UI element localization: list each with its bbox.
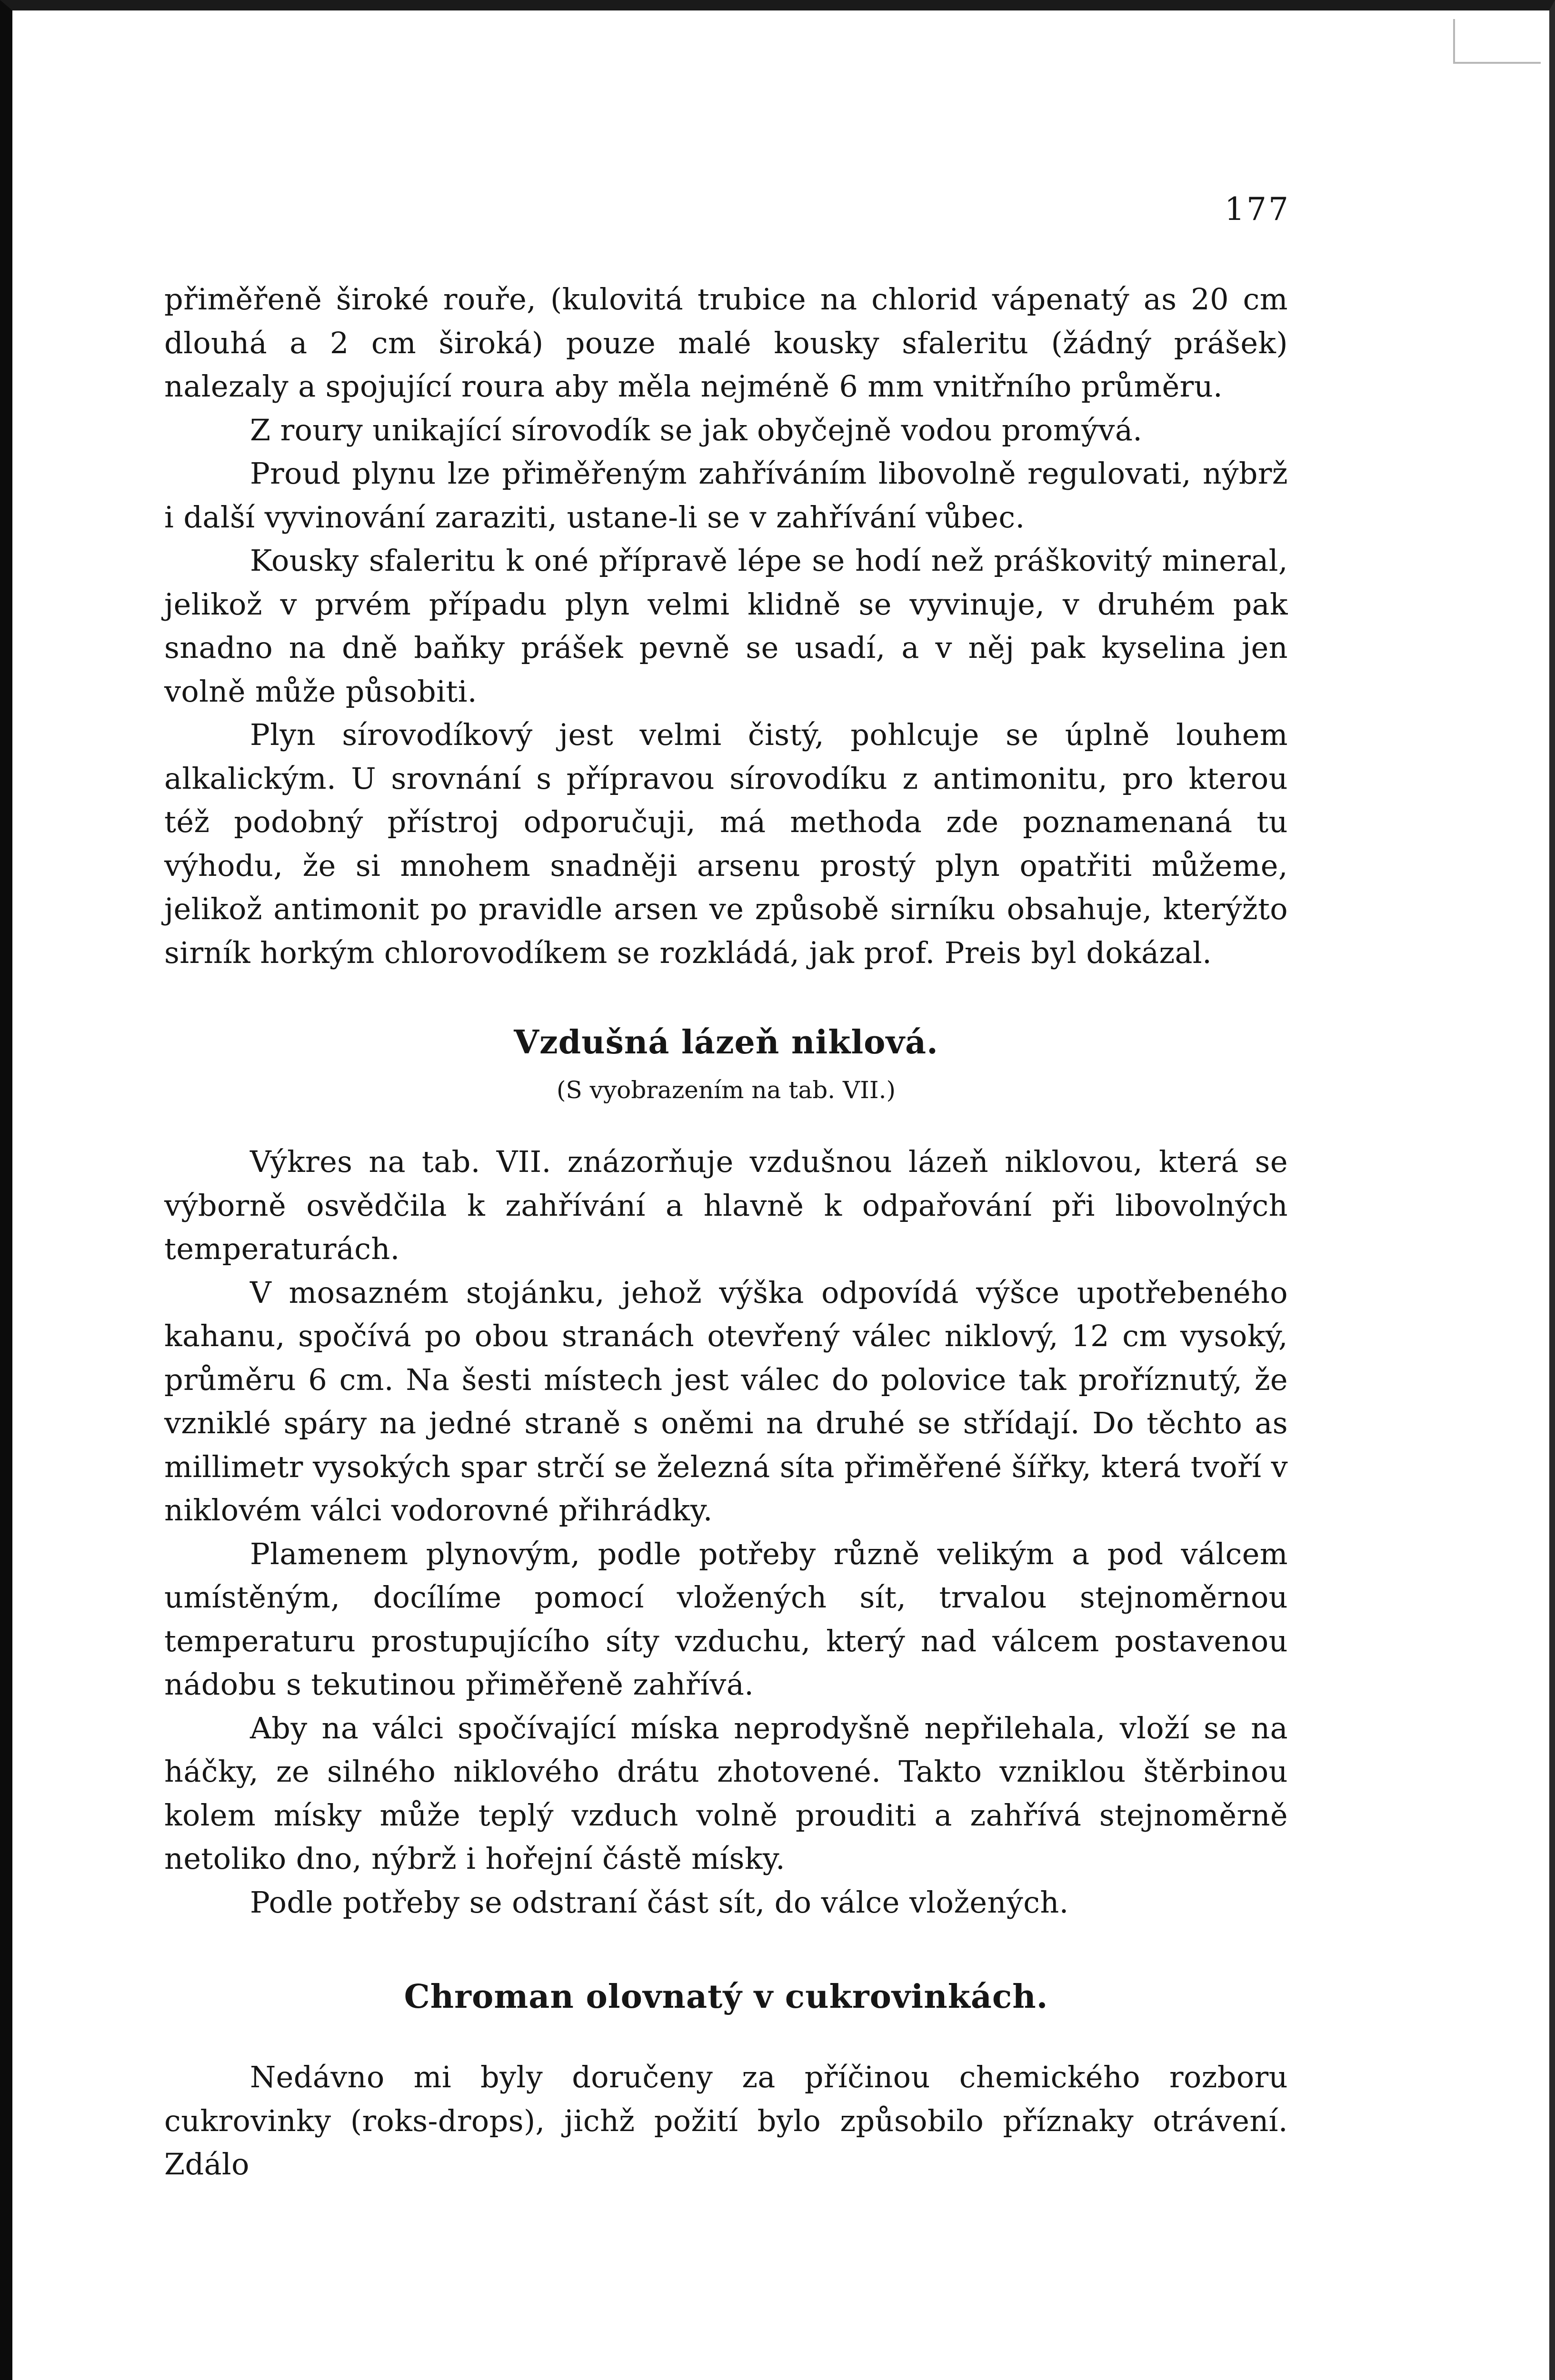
section-lead-chromate-body bbox=[164, 2055, 1288, 2186]
paragraph: Kousky sfaleritu k oné přípravě lépe se hodí než práškovitý mineral, jelikož v prvém případu plyn velmi klidně se vyvinuje, v druhém pak snadno na dně baňky prášek pevně se usadí, a v něj pak kyselina jen volně může působiti. bbox=[164, 543, 1288, 709]
paragraph: přiměřeně široké rouře, (kulovitá trubice na chlorid vápenatý as 20 cm dlouhá a 2 cm široká) pouze malé kousky sfaleritu (žádný prášek) nalezaly a spojující roura aby měla nejméně 6 mm vnitřního průměru. bbox=[164, 282, 1288, 404]
section-heading-air-bath: Vzdušná lázeň niklová. bbox=[514, 1023, 938, 1061]
section-heading-lead-chromate: Chroman olovnatý v cukrovinkách. bbox=[404, 1978, 1048, 2016]
section-continuation bbox=[164, 278, 1288, 974]
scan-corner-mark bbox=[1453, 19, 1541, 64]
page-number: 177 bbox=[1225, 191, 1290, 228]
paragraph: V mosazném stojánku, jehož výška odpovídá výšce upotřebeného kahanu, spočívá po obou stranách otevřený válec niklový, 12 cm vysoký, průměru 6 cm. Na šesti místech jest válec do polovice tak proříznutý, že vzniklé spáry na jedné straně s oněmi na druhé se střídají. Do těchto as millimetr vysokých spar strčí se železná síta přiměřené šířky, která tvoří v niklovém válci vodorovné přihrádky. bbox=[164, 1275, 1288, 1527]
paragraph: Nedávno mi byly doručeny za příčinou chemického rozboru cukrovinky (roks-drops), jichž požití bylo způsobilo příznaky otrávení. Zdálo bbox=[164, 2060, 1288, 2182]
paragraph: Podle potřeby se odstraní část sít, do válce vložených. bbox=[250, 1884, 1069, 1920]
paragraph: Aby na válci spočívající míska neprodyšně nepřilehala, vloží se na háčky, ze silného niklového drátu zhotovené. Takto vzniklou štěrbinou kolem mísky může teplý vzduch volně prouditi a zahřívá stejnoměrně netoliko dno, nýbrž i hořejní částě mísky. bbox=[164, 1710, 1288, 1876]
paragraph: Plyn sírovodíkový jest velmi čistý, pohlcuje se úplně louhem alkalickým. U srovnání s přípravou sírovodíku z antimonitu, pro kterou též podobný přístroj odporučuji, má methoda zde poznamenaná tu výhodu, že si mnohem snadněji arsenu prostý plyn opatřiti můžeme, jelikož antimonit po pravidle arsen ve způsobě sirníku obsahuje, kterýžto sirník horkým chlorovodíkem se rozkládá, jak prof. Preis byl dokázal. bbox=[164, 717, 1288, 970]
paragraph: Plamenem plynovým, podle potřeby různě velikým a pod válcem umístěným, docílíme pomocí vložených sít, trvalou stejnoměrnou temperaturu prostupujícího síty vzduchu, který nad válcem postavenou nádobu s tekutinou přiměřeně zahřívá. bbox=[164, 1536, 1288, 1702]
paragraph: Výkres na tab. VII. znázorňuje vzdušnou lázeň niklovou, která se výborně osvědčila k zahřívání a hlavně k odpařování při libovolných temperaturách. bbox=[164, 1144, 1288, 1266]
section-subheading-figure-ref: (S vyobrazením na tab. VII.) bbox=[556, 1076, 896, 1104]
paragraph: Proud plynu lze přiměřeným zahříváním libovolně regulovati, nýbrž i další vyvinování zaraziti, ustane-li se v zahřívání vůbec. bbox=[164, 456, 1288, 535]
paragraph: Z roury unikající sírovodík se jak obyčejně vodou promývá. bbox=[250, 412, 1143, 447]
section-air-bath-body bbox=[164, 1140, 1288, 1924]
